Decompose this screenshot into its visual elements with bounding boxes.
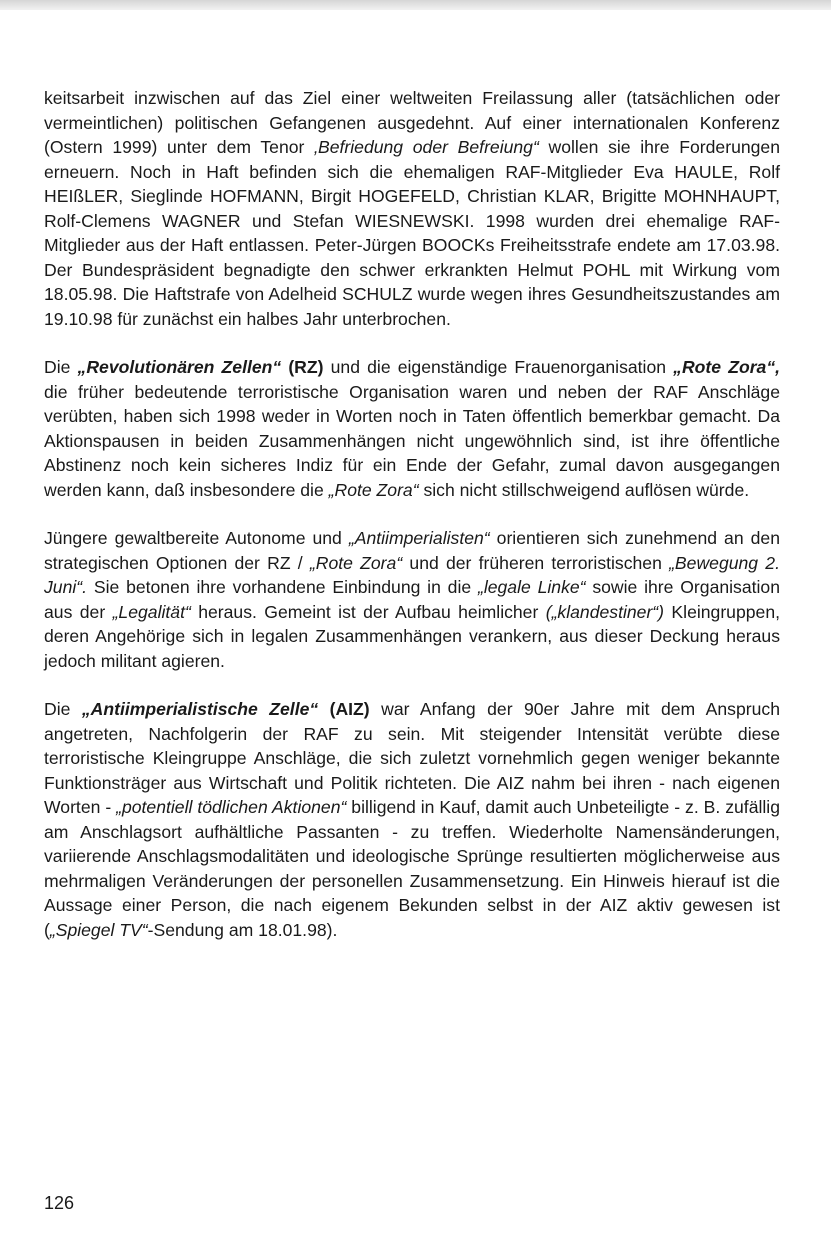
paragraph-3 [44,526,780,673]
emphasis-text: „legale Linke“ [477,577,586,597]
emphasis-text: „Antiimperialisten“ [348,528,490,548]
text-run: die früher bedeutende terroristische Organisation waren und neben der RAF Anschläge verübten, haben sich 1998 weder in Worten noch in Taten öffentlich bemerkbar gemacht. Da Aktionspausen in beiden Zusammenhängen nicht ungewöhnlich sind, ist ihre öffentliche Abstinenz noch kein sicheres Indiz für ein Ende der Gefahr, zumal davon ausgegangen werden kann, daß insbesondere die [44,381,780,500]
emphasis-text: „Antiimperialistische Zelle“ [81,699,319,719]
emphasis-text: „Rote Zora“, [673,357,781,377]
text-run: Sie betonen ihre vorhandene Einbindung in die [87,577,478,597]
text-run: wollen sie ihre Forderungen erneuern. Noch in Haft befinden sich die ehemaligen RAF-Mitglieder Eva HAULE, Rolf HEIßLER, Sieglinde HOFMANN, Birgit HOGEFELD, Christian KLAR, Brigitte MOHNHAUPT, Rolf-Clemens WAGNER und Stefan WIESNEWSKI. 1998 wurden drei ehemalige RAF-Mitglieder aus der Haft entlassen. Peter-Jürgen BOOCKs Freiheitsstrafe endete am 17.03.98. Der Bundespräsident begnadigte den schwer erkrankten Helmut POHL mit Wirkung vom 18.05.98. Die Haftstrafe von Adelheid SCHULZ wurde wegen ihres Gesundheitszustandes am 19.10.98 für zunächst ein halbes Jahr unterbrochen. [44,137,781,329]
emphasis-text: „Bewegung 2. Juni“. [44,552,780,597]
strong-text: (RZ) [281,357,324,377]
emphasis-text: („klandestiner“) [545,601,665,622]
text-run: billigend in Kauf, damit auch Unbeteiligte - z. B. zufällig am Anschlagsort aufhältliche Passanten - zu treffen. Wiederholte Namensänderungen, variierende Anschlagsmodalitäten und ideologische Sprünge resultierten möglicherweise aus mehrmaligen Veränderungen der personellen Zusammensetzung. Ein Hinweis hierauf ist die Aussage einer Person, die nach eigenem Bekunden selbst in der AIZ aktiv gewesen ist ( [44,797,780,940]
emphasis-text: „Rote Zora“ [328,479,419,500]
text-run: orientieren sich zunehmend an den strategischen Optionen der RZ / [44,528,780,573]
text-run: heraus. Gemeint ist der Aufbau heimlicher [190,601,546,622]
strong-emphasis [82,699,318,719]
page-number: 126 [44,1193,75,1213]
text-run: sich nicht stillschweigend auflösen würde. [418,479,750,500]
paragraph-2 [44,355,780,502]
text-run: war Anfang der 90er Jahre mit dem Anspruch angetreten, Nachfolgerin der RAF zu sein. Mit steigender Intensität verübte diese terroristische Kleingruppe Anschläge, die sich zuletzt vornehmlich gegen weniger bekannte Funktionsträger aus Wirtschaft und Politik richteten. Die AIZ nahm bei ihren - nach eigenen Worten - [44,699,780,817]
text-run: Die [44,699,82,719]
text-run: und die eigenständige Frauenorganisation [323,357,674,377]
text-run: sowie ihre Organisation aus der [44,577,780,622]
text-run: Kleingruppen, deren Angehörige sich in legalen Zusammenhängen verankern, aus dieser Deckung heraus jedoch militant agieren. [44,601,780,671]
strong-emphasis [78,357,282,377]
page-top-edge [0,0,831,10]
text-run: -Sendung am 18.01.98). [147,919,338,940]
strong-text: (AIZ) [318,699,370,719]
paragraph-1 [44,86,780,331]
text-run: Die [44,357,78,377]
emphasis-text: ‚Befriedung oder Befreiung“ [314,137,539,157]
emphasis-text: „Spiegel TV“ [49,919,148,940]
document-body [44,86,780,942]
text-run: keitsarbeit inzwischen auf das Ziel einer weltweiten Freilassung aller (tatsächlichen oder vermeintlichen) politischen Gefangenen ausgedehnt. Auf einer internationalen Konferenz (Ostern 1999) unter dem Tenor [44,88,780,157]
emphasis-text: „Rote Zora“ [309,552,403,573]
emphasis-text: „Revolutionären Zellen“ [77,357,282,377]
emphasis-text: „Legalität“ [112,601,191,622]
emphasis-text: „potentiell tödlichen Aktionen“ [116,797,347,817]
text-run: Jüngere gewaltbereite Autonome und [44,528,349,548]
strong-emphasis [673,357,780,377]
paragraph-4 [44,697,780,942]
text-run: und der früheren terroristischen [402,552,670,573]
